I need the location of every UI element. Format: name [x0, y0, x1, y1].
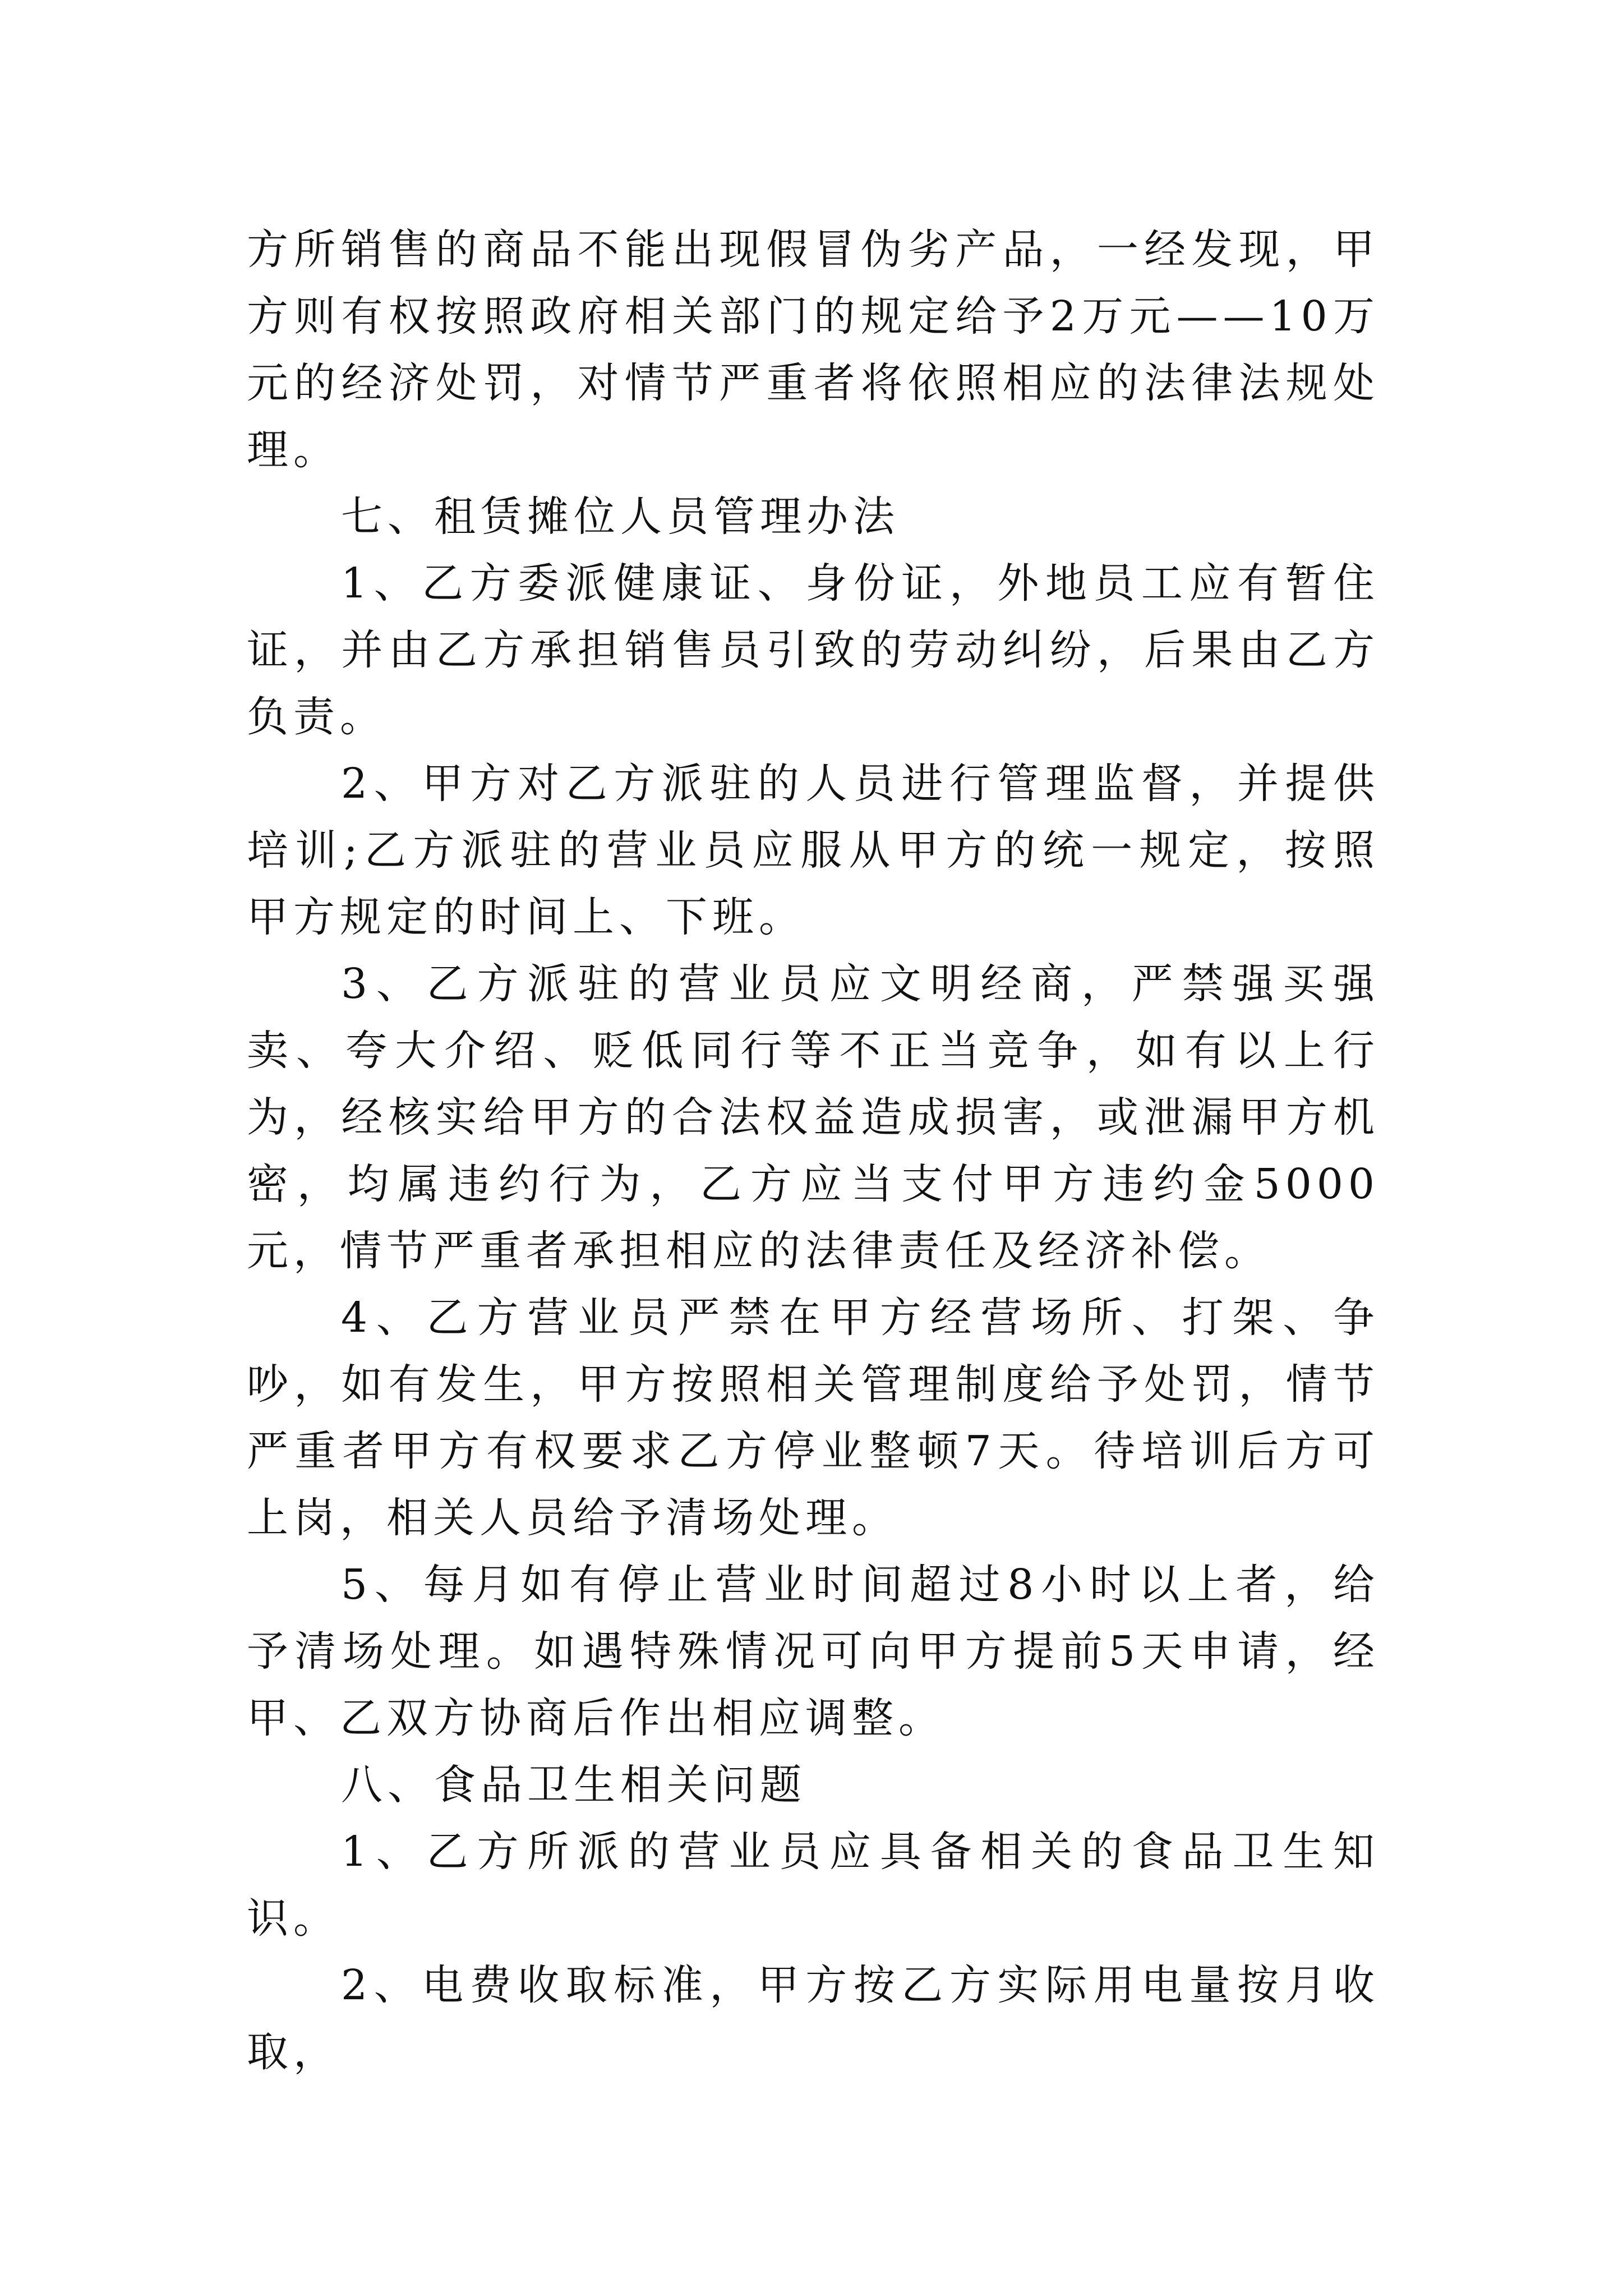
paragraph-continuation: 方所销售的商品不能出现假冒伪劣产品，一经发现，甲方则有权按照政府相关部门的规定给予2万元——10万元的经济处罚，对情节严重者将依照相应的法律法规处理。 [247, 226, 1380, 474]
section-heading-eight: 八、食品卫生相关问题 [341, 1761, 806, 1809]
paragraph-item-5: 5、每月如有停止营业时间超过8小时以上者，给予清场处理。如遇特殊情况可向甲方提前5天申请，经甲、乙双方协商后作出相应调整。 [247, 1561, 1380, 1742]
paragraph-item-3: 3、乙方派驻的营业员应文明经商，严禁强买强卖、夸大介绍、贬低同行等不正当竞争，如有以上行为，经核实给甲方的合法权益造成损害，或泄漏甲方机密，均属违约行为，乙方应当支付甲方违约金5000元，情节严重者承担相应的法律责任及经济补偿。 [247, 960, 1380, 1275]
paragraph-food-item-2: 2、电费收取标准，甲方按乙方实际用电量按月收取， [247, 1961, 1380, 2076]
document-body [247, 217, 1380, 2086]
paragraph-food-item-1: 1、乙方所派的营业员应具备相关的食品卫生知识。 [247, 1828, 1380, 1943]
paragraph-item-1: 1、乙方委派健康证、身份证，外地员工应有暂住证，并由乙方承担销售员引致的劳动纠纷，后果由乙方负责。 [247, 559, 1380, 741]
paragraph-item-2: 2、甲方对乙方派驻的人员进行管理监督，并提供培训;乙方派驻的营业员应服从甲方的统一规定，按照甲方规定的时间上、下班。 [247, 760, 1380, 941]
paragraph-item-4: 4、乙方营业员严禁在甲方经营场所、打架、争吵，如有发生，甲方按照相关管理制度给予处罚，情节严重者甲方有权要求乙方停业整顿7天。待培训后方可上岗，相关人员给予清场处理。 [247, 1294, 1380, 1542]
section-heading-seven: 七、租赁摊位人员管理办法 [341, 493, 900, 541]
